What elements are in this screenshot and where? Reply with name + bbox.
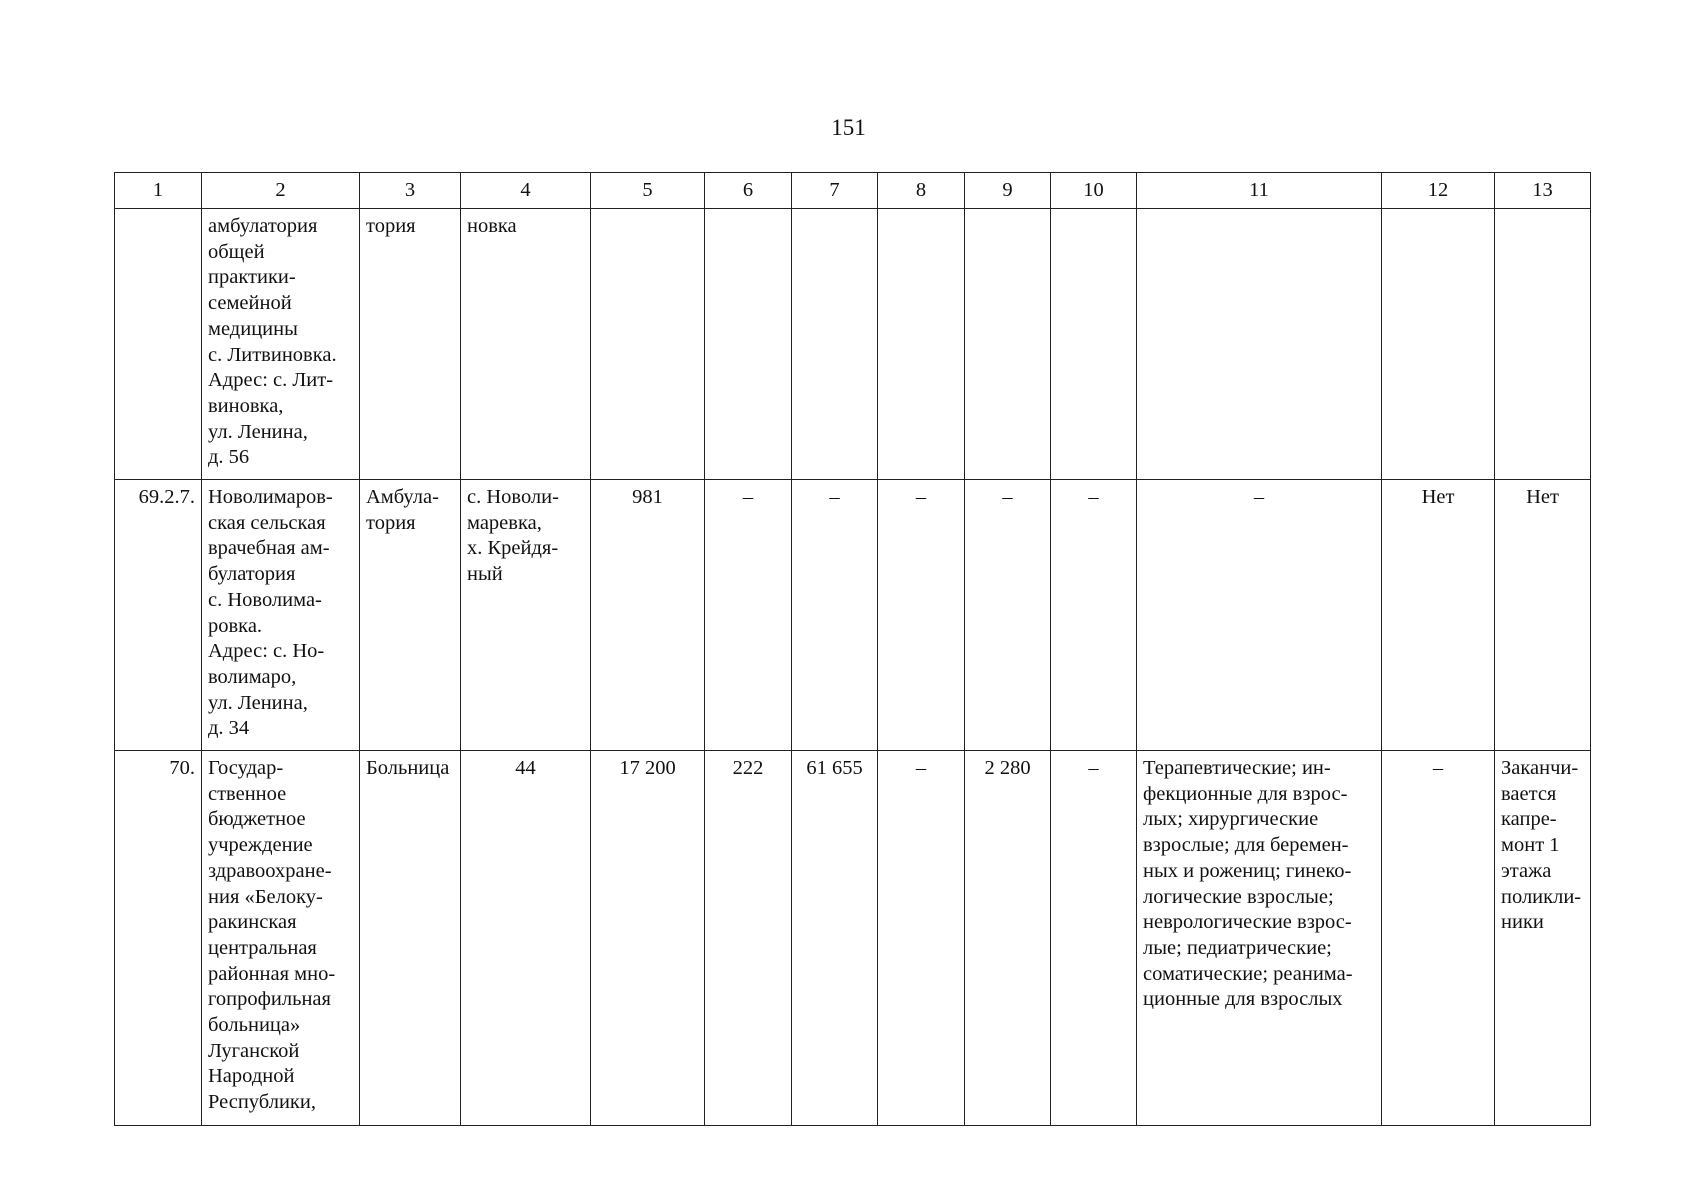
table-row [115,209,1591,480]
cell-facility-name: Новолимаров- ская сельская врачебная ам- булатория с. Новолима- ровка. Адрес: с. Но- волимаро, ул. Ленина, д. 34 [202,480,360,751]
cell-col8 [878,209,965,480]
column-header-9: 9 [965,173,1051,209]
column-header-10: 10 [1051,173,1137,209]
cell-facility-name: Государ- ственное бюджетное учреждение здравоохране- ния «Белоку- ракинская центральная районная мно- гопрофильная больница» Луганской Народной Республики, [202,751,360,1126]
cell-col5 [591,209,705,480]
column-header-11: 11 [1137,173,1382,209]
cell-notes [1495,209,1591,480]
cell-col6: 222 [705,751,792,1126]
cell-col5: 17 200 [591,751,705,1126]
cell-facility-type: Амбула- тория [360,480,461,751]
header-row [115,173,1591,209]
cell-col6 [705,209,792,480]
page-number: 151 [831,115,866,140]
cell-number: 70. [115,751,202,1126]
column-header-4: 4 [461,173,591,209]
column-header-5: 5 [591,173,705,209]
cell-locality: новка [461,209,591,480]
cell-facility-type: Больница [360,751,461,1126]
column-header-13: 13 [1495,173,1591,209]
cell-col8: – [878,480,965,751]
cell-col12: – [1382,751,1495,1126]
cell-col7: – [792,480,878,751]
cell-col6: – [705,480,792,751]
cell-col7 [792,209,878,480]
cell-col9: 2 280 [965,751,1051,1126]
cell-profiles [1137,209,1382,480]
cell-col12 [1382,209,1495,480]
cell-col10: – [1051,751,1137,1126]
cell-profiles: – [1137,480,1382,751]
table-row [115,480,1591,751]
column-header-6: 6 [705,173,792,209]
cell-facility-name: амбулатория общей практики- семейной медицины с. Литвиновка. Адрес: с. Лит- виновка, ул. Ленина, д. 56 [202,209,360,480]
cell-notes: Заканчи- вается капре- монт 1 этажа поликли- ники [1495,751,1591,1126]
cell-locality: 44 [461,751,591,1126]
table-row [115,751,1591,1126]
cell-number [115,209,202,480]
cell-col10 [1051,209,1137,480]
cell-col9: – [965,480,1051,751]
cell-number: 69.2.7. [115,480,202,751]
cell-col8: – [878,751,965,1126]
cell-col7: 61 655 [792,751,878,1126]
column-header-12: 12 [1382,173,1495,209]
column-header-2: 2 [202,173,360,209]
cell-col5: 981 [591,480,705,751]
cell-notes: Нет [1495,480,1591,751]
cell-locality: с. Новоли- маревка, х. Крейдя- ный [461,480,591,751]
cell-col10: – [1051,480,1137,751]
column-header-3: 3 [360,173,461,209]
column-header-8: 8 [878,173,965,209]
cell-facility-type: тория [360,209,461,480]
facilities-table [114,172,1591,1126]
cell-col9 [965,209,1051,480]
cell-col12: Нет [1382,480,1495,751]
column-header-7: 7 [792,173,878,209]
column-header-1: 1 [115,173,202,209]
cell-profiles: Терапевтические; ин- фекционные для взрос- лых; хирургические взрослые; для беремен- ных и рожениц; гинеко- логические взрослые; неврологические взрос- лые; педиатрические; соматические; реанима- ционные для взрослых [1137,751,1382,1126]
